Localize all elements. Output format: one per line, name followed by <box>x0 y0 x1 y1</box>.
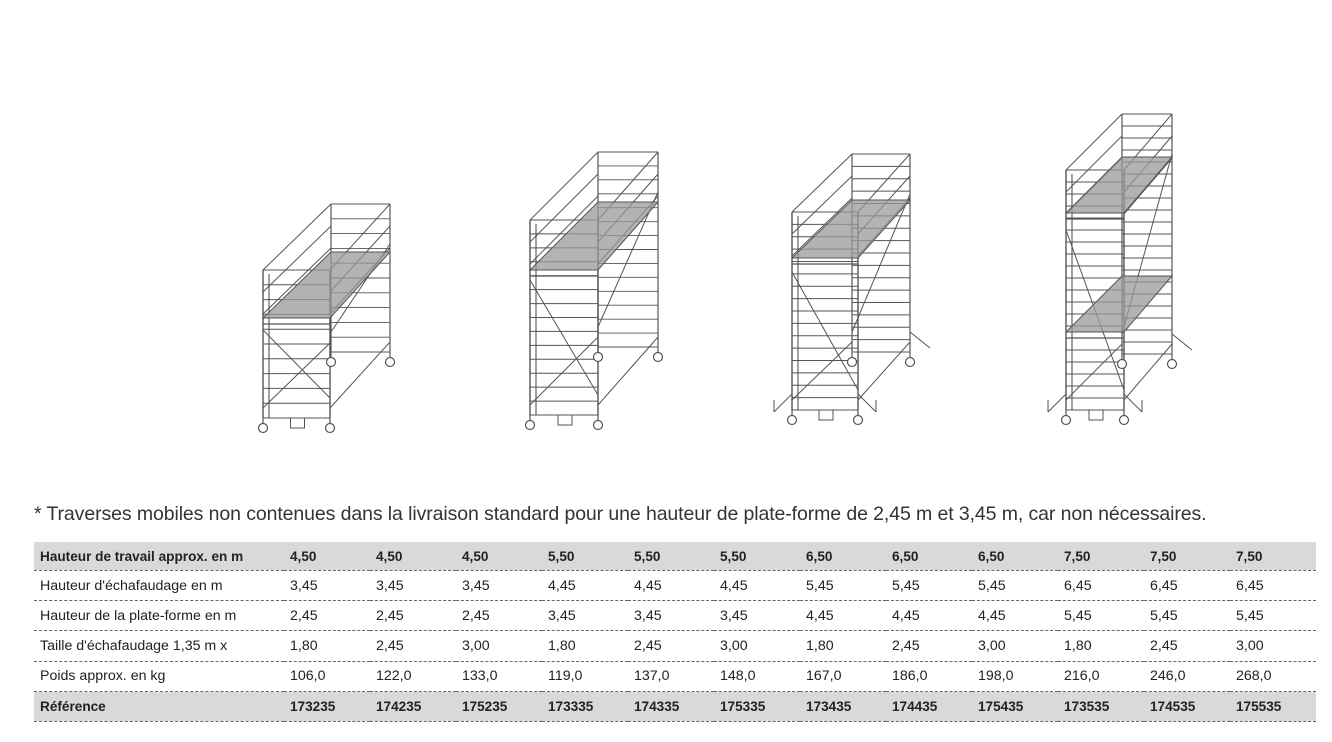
table-cell: 3,00 <box>714 631 800 661</box>
table-row <box>34 571 1316 601</box>
table-cell: 173435 <box>800 691 886 721</box>
table-cell: 2,45 <box>284 601 370 631</box>
table-cell: 174435 <box>886 691 972 721</box>
table-cell: 5,50 <box>714 542 800 571</box>
table-cell: 246,0 <box>1144 661 1230 691</box>
scaffold-tallest <box>1048 114 1192 425</box>
table-cell: 216,0 <box>1058 661 1144 691</box>
table-cell: 6,50 <box>972 542 1058 571</box>
table-cell: 4,45 <box>714 571 800 601</box>
table-cell: 5,50 <box>628 542 714 571</box>
table-cell: 2,45 <box>628 631 714 661</box>
table-cell: 198,0 <box>972 661 1058 691</box>
table-cell: 175235 <box>456 691 542 721</box>
table-cell: 7,50 <box>1058 542 1144 571</box>
table-cell: 3,00 <box>456 631 542 661</box>
table-cell: 6,45 <box>1058 571 1144 601</box>
row-label: Poids approx. en kg <box>34 661 284 691</box>
table-row <box>34 661 1316 691</box>
row-label: Référence <box>34 691 284 721</box>
table-cell: 268,0 <box>1230 661 1316 691</box>
table-cell: 4,45 <box>972 601 1058 631</box>
scaffold-tall <box>774 154 930 425</box>
table-cell: 137,0 <box>628 661 714 691</box>
table-cell: 4,50 <box>284 542 370 571</box>
table-cell: 6,50 <box>886 542 972 571</box>
specification-table <box>34 542 1316 722</box>
table-cell: 173235 <box>284 691 370 721</box>
table-cell: 1,80 <box>284 631 370 661</box>
table-cell: 167,0 <box>800 661 886 691</box>
table-cell: 175435 <box>972 691 1058 721</box>
table-cell: 5,50 <box>542 542 628 571</box>
table-cell: 1,80 <box>1058 631 1144 661</box>
table-cell: 7,50 <box>1230 542 1316 571</box>
table-cell: 4,45 <box>800 601 886 631</box>
table-cell: 3,45 <box>542 601 628 631</box>
table-cell: 175335 <box>714 691 800 721</box>
table-cell: 173335 <box>542 691 628 721</box>
table-cell: 4,50 <box>370 542 456 571</box>
table-cell: 3,45 <box>714 601 800 631</box>
table-cell: 3,00 <box>1230 631 1316 661</box>
scaffold-medium <box>526 152 663 430</box>
row-label: Hauteur de travail approx. en m <box>34 542 284 571</box>
table-cell: 122,0 <box>370 661 456 691</box>
table-cell: 6,50 <box>800 542 886 571</box>
table-cell: 175535 <box>1230 691 1316 721</box>
table-cell: 174235 <box>370 691 456 721</box>
table-row <box>34 691 1316 721</box>
table-cell: 3,45 <box>628 601 714 631</box>
table-cell: 1,80 <box>542 631 628 661</box>
table-cell: 5,45 <box>886 571 972 601</box>
table-cell: 133,0 <box>456 661 542 691</box>
table-cell: 4,45 <box>542 571 628 601</box>
table-cell: 2,45 <box>886 631 972 661</box>
table-cell: 174335 <box>628 691 714 721</box>
table-cell: 2,45 <box>456 601 542 631</box>
table-cell: 186,0 <box>886 661 972 691</box>
table-cell: 4,45 <box>628 571 714 601</box>
table-cell: 106,0 <box>284 661 370 691</box>
table-cell: 5,45 <box>1230 601 1316 631</box>
row-label: Taille d'échafaudage 1,35 m x <box>34 631 284 661</box>
table-cell: 5,45 <box>1144 601 1230 631</box>
table-row <box>34 631 1316 661</box>
table-cell: 5,45 <box>1058 601 1144 631</box>
table-cell: 4,50 <box>456 542 542 571</box>
table-cell: 3,45 <box>370 571 456 601</box>
row-label: Hauteur d'échafaudage en m <box>34 571 284 601</box>
scaffold-small <box>259 204 395 433</box>
table-cell: 148,0 <box>714 661 800 691</box>
table-cell: 6,45 <box>1230 571 1316 601</box>
table-cell: 1,80 <box>800 631 886 661</box>
table-cell: 3,45 <box>284 571 370 601</box>
table-cell: 3,00 <box>972 631 1058 661</box>
table-cell: 7,50 <box>1144 542 1230 571</box>
table-row <box>34 601 1316 631</box>
table-cell: 2,45 <box>1144 631 1230 661</box>
table-row <box>34 542 1316 571</box>
table-cell: 173535 <box>1058 691 1144 721</box>
table-cell: 4,45 <box>886 601 972 631</box>
table-cell: 2,45 <box>370 601 456 631</box>
row-label: Hauteur de la plate-forme en m <box>34 601 284 631</box>
table-cell: 119,0 <box>542 661 628 691</box>
table-cell: 174535 <box>1144 691 1230 721</box>
table-cell: 3,45 <box>456 571 542 601</box>
table-cell: 6,45 <box>1144 571 1230 601</box>
table-cell: 2,45 <box>370 631 456 661</box>
table-cell: 5,45 <box>972 571 1058 601</box>
footnote: * Traverses mobiles non contenues dans la livraison standard pour une hauteur de plate-forme de 2,45 m et 3,45 m, car non nécessaires. <box>34 503 1207 525</box>
table-cell: 5,45 <box>800 571 886 601</box>
